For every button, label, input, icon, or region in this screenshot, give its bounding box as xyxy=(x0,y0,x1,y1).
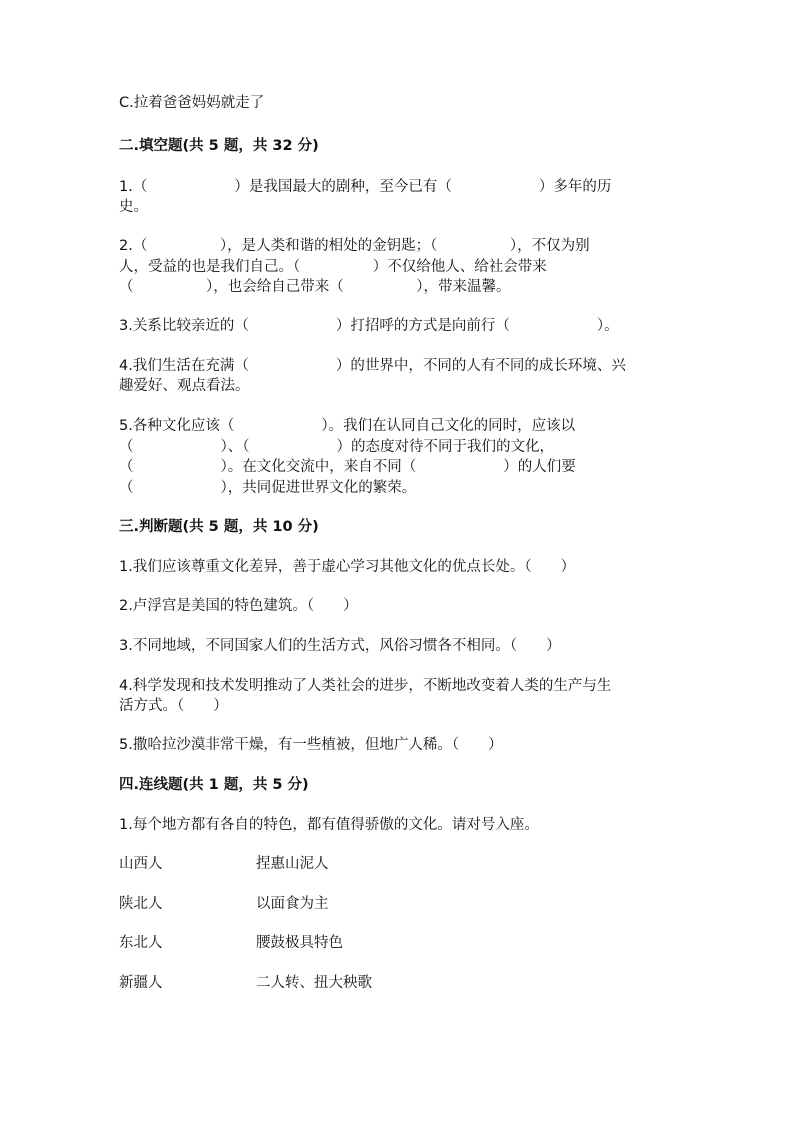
matching-left-item[interactable]: 新疆人 xyxy=(119,975,163,991)
fill-q5-line4: （ ），共同促进世界文化的繁荣。 xyxy=(119,480,417,496)
judge-q4-line1: 4.科学发现和技术发明推动了人类社会的进步，不断地改变着人类的生产与生 xyxy=(119,678,612,694)
judge-heading: 三.判断题(共 5 题，共 10 分) xyxy=(119,519,319,535)
fill-q2-line2: 人，受益的也是我们自己。（ ）不仅给他人、给社会带来 xyxy=(119,259,547,275)
fill-q5-line1: 5.各种文化应该（ ）。我们在认同自己文化的同时，应该以 xyxy=(119,418,576,434)
matching-right-item[interactable]: 以面食为主 xyxy=(256,896,329,912)
fill-q5-line3: （ ）。在文化交流中，来自不同（ ）的人们要 xyxy=(119,459,576,475)
fill-q2-line1: 2.（ ），是人类和谐的相处的金钥匙；（ ），不仅为别 xyxy=(119,238,590,254)
matching-right-item[interactable]: 捏惠山泥人 xyxy=(256,856,329,872)
fill-q3-line1: 3.关系比较亲近的（ ）打招呼的方式是向前行（ ）。 xyxy=(119,318,619,334)
option-c: C.拉着爸爸妈妈就走了 xyxy=(119,95,265,111)
fill-q2-line3: （ ），也会给自己带来（ ），带来温馨。 xyxy=(119,279,511,295)
matching-left-item[interactable]: 陕北人 xyxy=(119,896,163,912)
fill-q4-line2: 趣爱好、观点看法。 xyxy=(119,378,250,394)
fill-blank-heading: 二.填空题(共 5 题，共 32 分) xyxy=(119,138,319,154)
judge-q2: 2.卢浮宫是美国的特色建筑。（ ） xyxy=(119,598,358,614)
matching-left-item[interactable]: 东北人 xyxy=(119,935,163,951)
judge-q1: 1.我们应该尊重文化差异，善于虚心学习其他文化的优点长处。（ ） xyxy=(119,559,576,575)
matching-heading: 四.连线题(共 1 题，共 5 分) xyxy=(119,777,309,793)
fill-q1-line1: 1.（ ）是我国最大的剧种，至今已有（ ）多年的历 xyxy=(119,179,612,195)
matching-right-item[interactable]: 二人转、扭大秧歌 xyxy=(256,975,372,991)
judge-q3: 3.不同地域，不同国家人们的生活方式，风俗习惯各不相同。（ ） xyxy=(119,638,561,654)
judge-q5: 5.撒哈拉沙漠非常干燥，有一些植被，但地广人稀。（ ） xyxy=(119,737,503,753)
fill-q5-line2: （ ）、（ ）的态度对待不同于我们的文化， xyxy=(119,439,554,455)
fill-q1-line2: 史。 xyxy=(119,199,148,215)
matching-prompt: 1.每个地方都有各自的特色，都有值得骄傲的文化。请对号入座。 xyxy=(119,817,539,833)
fill-q4-line1: 4.我们生活在充满（ ）的世界中，不同的人有不同的成长环境、兴 xyxy=(119,358,626,374)
matching-right-item[interactable]: 腰鼓极具特色 xyxy=(256,935,343,951)
matching-left-item[interactable]: 山西人 xyxy=(119,856,163,872)
judge-q4-line2: 活方式。（ ） xyxy=(119,698,228,714)
